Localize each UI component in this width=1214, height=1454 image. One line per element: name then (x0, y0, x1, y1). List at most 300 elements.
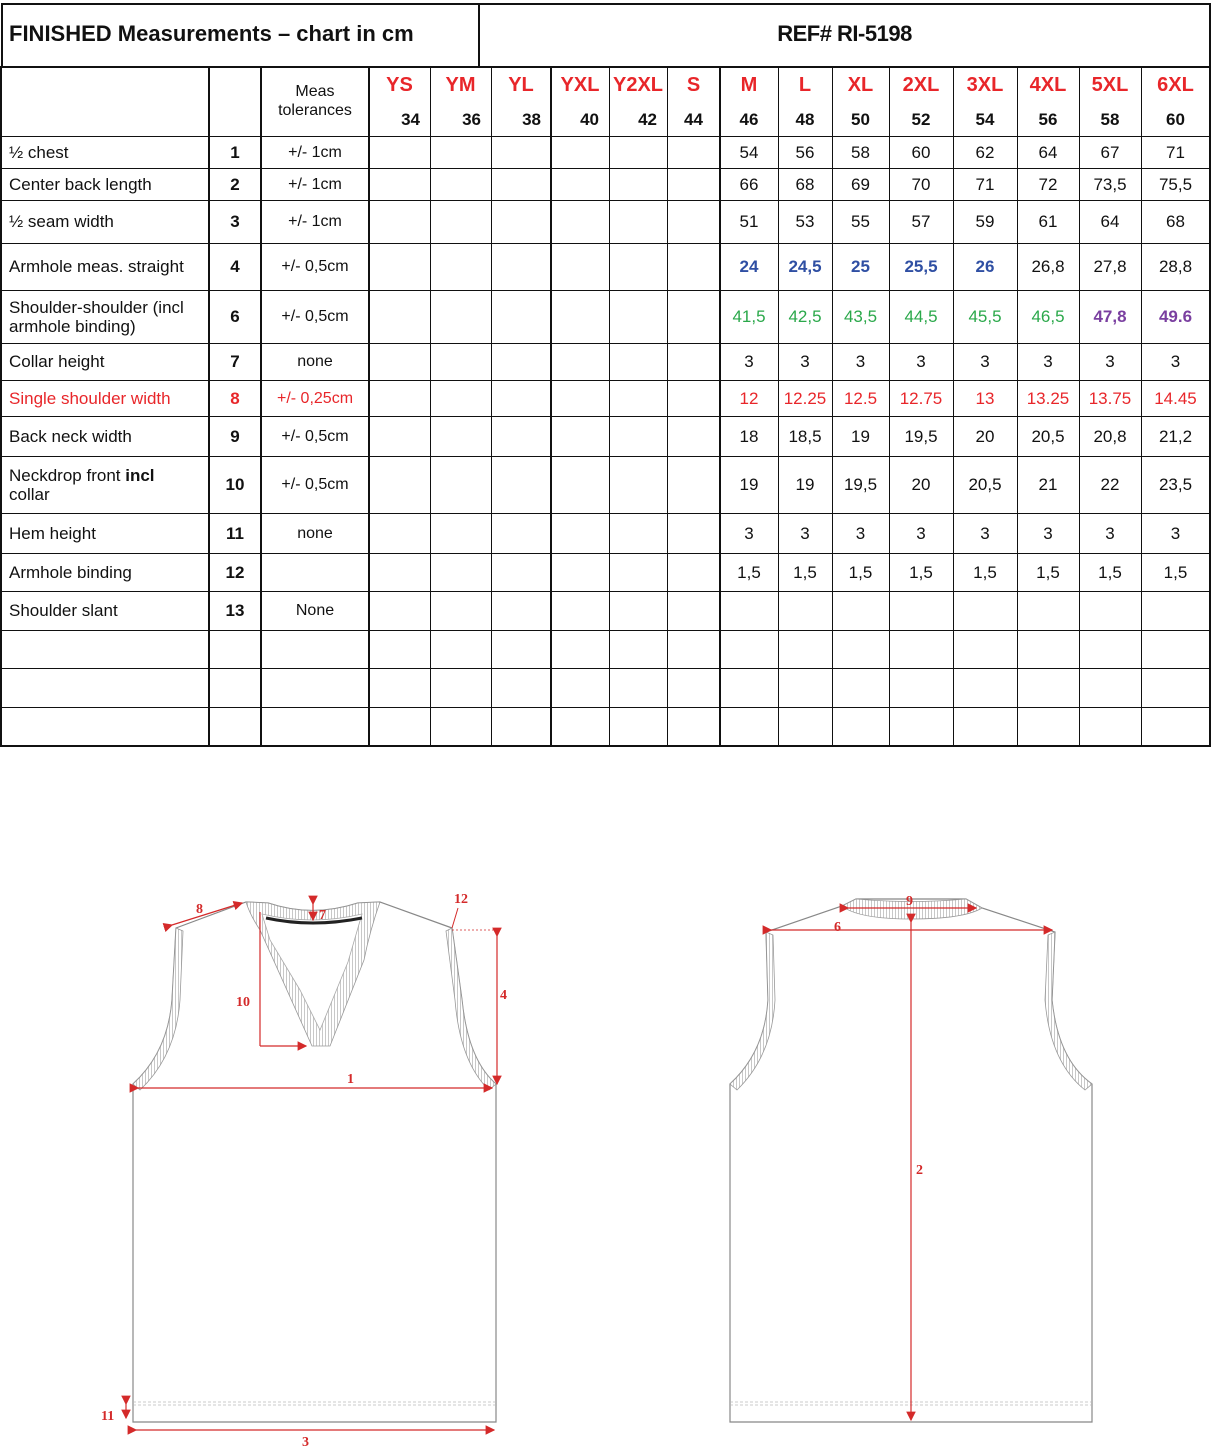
row-name: Shoulder slant (9, 601, 118, 620)
row-value (1017, 707, 1079, 745)
row-value: 41,5 (732, 307, 766, 326)
row-number: 4 (230, 257, 240, 276)
row-value: 47,8 (1093, 307, 1127, 326)
row-value: 12.25 (783, 388, 827, 408)
row-value: 1,5 (1036, 562, 1060, 582)
chart-title: FINISHED Measurements – chart in cm (9, 21, 414, 46)
row-value (609, 707, 667, 745)
row-number: 10 (225, 475, 245, 494)
row-value (832, 707, 889, 745)
row-value: 12.5 (843, 388, 878, 408)
row-tolerance: +/- 1cm (288, 175, 342, 193)
row-value (369, 456, 430, 513)
size-label: YM (445, 73, 476, 96)
row-value (1079, 707, 1141, 745)
row-value: 1,5 (909, 562, 933, 582)
row-value: 19 (795, 475, 815, 494)
front-label-11: 11 (101, 1409, 115, 1424)
row-value (1017, 591, 1079, 630)
row-value: 25 (851, 257, 870, 276)
front-label-10: 10 (236, 995, 250, 1010)
size-number: 58 (1100, 109, 1120, 129)
row-value: 13.75 (1088, 388, 1132, 408)
size-number: 60 (1166, 109, 1185, 129)
row-value (491, 168, 551, 200)
row-name: ½ seam width (9, 212, 114, 231)
row-value (667, 513, 720, 553)
table-row-border (1, 168, 1211, 169)
size-label: 5XL (1091, 73, 1129, 96)
tolerance-header: Meas tolerances (278, 83, 352, 119)
row-value: 73,5 (1093, 174, 1127, 194)
row-value: 46,5 (1031, 307, 1065, 326)
table-col-border (1141, 66, 1142, 747)
row-value (667, 416, 720, 456)
row-value (491, 290, 551, 343)
table-col-border (368, 66, 370, 747)
row-value (369, 380, 430, 416)
row-tolerance (261, 553, 369, 591)
row-value (551, 630, 609, 668)
title-border-left (1, 3, 3, 66)
size-number: 36 (462, 109, 481, 129)
garment-sketch (0, 760, 1214, 1454)
row-value (1079, 591, 1141, 630)
row-value: 19 (739, 475, 759, 494)
row-value (609, 591, 667, 630)
row-value (889, 630, 953, 668)
front-label-8: 8 (196, 902, 203, 917)
row-value (369, 630, 430, 668)
table-col-border (778, 66, 779, 747)
row-value: 62 (975, 142, 995, 162)
row-value (551, 200, 609, 243)
row-value (609, 136, 667, 168)
row-name (1, 630, 209, 668)
row-value (430, 591, 491, 630)
row-value: 3 (1170, 352, 1181, 371)
table-row-border (1, 136, 1211, 137)
row-value (430, 456, 491, 513)
row-value (430, 168, 491, 200)
row-value (609, 513, 667, 553)
row-value: 1,5 (1163, 562, 1188, 582)
row-value: 57 (911, 212, 931, 231)
row-tolerance: None (295, 602, 335, 619)
row-value (491, 380, 551, 416)
size-number: 40 (580, 109, 599, 129)
row-value (778, 707, 832, 745)
row-value (1079, 630, 1141, 668)
size-label: 2XL (902, 73, 940, 96)
row-value (369, 591, 430, 630)
row-value (430, 380, 491, 416)
row-value: 3 (1105, 523, 1115, 543)
row-value (491, 136, 551, 168)
row-value: 43,5 (843, 307, 878, 326)
row-value: 75,5 (1158, 174, 1193, 194)
row-value: 3 (1043, 523, 1053, 543)
row-value: 68 (1166, 212, 1185, 231)
row-value (1141, 630, 1210, 668)
row-value (953, 630, 1017, 668)
row-value (551, 136, 609, 168)
row-tolerance: none (297, 524, 333, 542)
back-label-6: 6 (834, 920, 841, 935)
row-value: 1,5 (973, 562, 997, 582)
size-label: 3XL (966, 73, 1004, 96)
size-number: 50 (851, 109, 870, 129)
row-value (369, 290, 430, 343)
row-name (1, 668, 209, 707)
row-value: 71 (975, 174, 995, 194)
row-value (609, 416, 667, 456)
row-value (667, 591, 720, 630)
title-border-top (1, 3, 1211, 5)
row-value (491, 343, 551, 380)
row-value: 12.75 (899, 388, 943, 408)
row-name-part: Neckdrop front (9, 465, 126, 485)
row-value (491, 553, 551, 591)
row-value (609, 380, 667, 416)
table-row-border (1, 200, 1211, 201)
size-label: YL (508, 73, 534, 96)
row-value: 3 (855, 352, 866, 371)
row-value: 24,5 (788, 257, 822, 276)
row-value (551, 591, 609, 630)
row-value (832, 668, 889, 707)
row-value (369, 553, 430, 591)
row-number (209, 668, 261, 707)
size-label: YS (386, 73, 413, 96)
table-col-border (550, 66, 552, 747)
row-tolerance (261, 668, 369, 707)
table-col-border (1017, 66, 1018, 747)
row-value (551, 168, 609, 200)
row-value (369, 707, 430, 745)
row-value: 3 (980, 523, 990, 543)
row-value (369, 168, 430, 200)
row-value (369, 513, 430, 553)
row-value (551, 343, 609, 380)
table-row-border (1, 707, 1211, 708)
row-value: 61 (1038, 212, 1058, 231)
row-value (609, 456, 667, 513)
row-value: 19 (851, 426, 870, 446)
row-value (609, 168, 667, 200)
row-value: 18 (739, 426, 759, 446)
row-value (491, 243, 551, 290)
row-value: 66 (739, 174, 759, 194)
row-name: Single shoulder width (9, 388, 171, 408)
row-value: 21 (1038, 475, 1058, 494)
row-tolerance (261, 630, 369, 668)
row-value (551, 290, 609, 343)
row-value (430, 243, 491, 290)
size-number: 48 (795, 109, 815, 129)
row-value (609, 553, 667, 591)
row-value (720, 630, 778, 668)
row-value: 3 (800, 523, 810, 543)
row-value (778, 630, 832, 668)
row-value (667, 553, 720, 591)
table-col-border (719, 66, 721, 747)
row-value (778, 668, 832, 707)
row-name: ½ chest (9, 142, 69, 162)
row-value: 54 (739, 142, 759, 162)
row-value (551, 513, 609, 553)
row-value (667, 380, 720, 416)
row-number: 1 (230, 142, 240, 162)
row-value: 25,5 (904, 257, 938, 276)
table-row-border (1, 343, 1211, 344)
table-col-border (430, 66, 431, 747)
size-label: S (686, 73, 701, 96)
table-col-border (953, 66, 954, 747)
row-value (551, 456, 609, 513)
row-value: 3 (1105, 352, 1115, 371)
row-name (1, 456, 209, 513)
front-label-7: 7 (319, 908, 326, 923)
table-row-border (1, 668, 1211, 669)
row-number: 8 (230, 388, 240, 408)
row-value (609, 343, 667, 380)
row-value (609, 290, 667, 343)
table-row-border (1, 456, 1211, 457)
front-label-3: 3 (302, 1435, 309, 1450)
row-value: 53 (795, 212, 815, 231)
table-row-border (1, 591, 1211, 592)
row-value: 26 (975, 257, 995, 276)
row-number: 2 (230, 174, 240, 194)
table-col-border (1079, 66, 1080, 747)
row-value (430, 553, 491, 591)
table-col-border (0, 66, 2, 747)
table-col-border (667, 66, 668, 747)
row-number: 11 (226, 523, 244, 543)
row-tolerance: +/- 0,5cm (281, 308, 349, 325)
size-number: 52 (911, 109, 931, 129)
size-number: 46 (739, 109, 759, 129)
row-value (832, 591, 889, 630)
row-value (720, 668, 778, 707)
row-value: 51 (739, 212, 759, 231)
table-col-border (832, 66, 833, 747)
row-value: 56 (795, 142, 815, 162)
front-view (101, 892, 507, 1450)
size-label: XL (847, 73, 874, 96)
row-value (889, 707, 953, 745)
row-value (369, 200, 430, 243)
row-value: 20,5 (968, 475, 1002, 494)
row-name: Shoulder-shoulder (incl armhole binding) (9, 297, 184, 336)
size-label: L (798, 73, 812, 96)
row-value (778, 591, 832, 630)
row-value (1141, 707, 1210, 745)
row-value (491, 513, 551, 553)
row-value (667, 290, 720, 343)
row-number (209, 630, 261, 668)
row-value: 3 (744, 352, 754, 371)
title-divider (478, 3, 480, 66)
row-value: 1,5 (737, 562, 761, 582)
table-col-border (609, 66, 610, 747)
row-value (430, 343, 491, 380)
row-value (551, 416, 609, 456)
reference-number: REF# RI-5198 (777, 21, 912, 46)
row-value: 68 (795, 174, 815, 194)
row-number: 9 (230, 426, 240, 446)
row-value: 64 (1100, 212, 1120, 231)
table-row-border (1, 243, 1211, 244)
row-value (609, 668, 667, 707)
table-col-border (889, 66, 890, 747)
row-value (832, 630, 889, 668)
row-value: 19,5 (843, 475, 878, 494)
table-row-border (1, 290, 1211, 291)
row-value: 19,5 (904, 426, 938, 446)
row-value (491, 591, 551, 630)
row-value (720, 591, 778, 630)
row-value (667, 243, 720, 290)
row-name (1, 707, 209, 745)
row-value: 67 (1100, 142, 1120, 162)
front-label-4: 4 (500, 988, 507, 1003)
row-value: 69 (851, 174, 870, 194)
table-col-border (491, 66, 492, 747)
row-number: 6 (230, 307, 240, 326)
row-value (491, 200, 551, 243)
row-value (889, 668, 953, 707)
row-value: 24 (739, 257, 759, 276)
row-value (369, 136, 430, 168)
row-value: 14.45 (1154, 388, 1197, 408)
row-value (667, 200, 720, 243)
row-number: 7 (230, 352, 240, 371)
back-label-2: 2 (916, 1163, 923, 1178)
row-value (667, 168, 720, 200)
row-value (430, 668, 491, 707)
table-col-border (260, 66, 262, 747)
row-value (551, 553, 609, 591)
row-value: 64 (1038, 142, 1058, 162)
row-value: 3 (1170, 523, 1181, 543)
row-value (551, 668, 609, 707)
row-tolerance: +/- 1cm (288, 213, 342, 230)
row-value: 3 (916, 523, 926, 543)
row-value (551, 707, 609, 745)
row-tolerance: +/- 0,5cm (281, 476, 349, 493)
size-number: 54 (975, 109, 995, 129)
row-value (609, 200, 667, 243)
size-label: 6XL (1157, 73, 1194, 96)
size-number: 34 (401, 109, 420, 129)
row-value: 3 (1043, 352, 1053, 371)
row-name-rest: collar (9, 484, 50, 504)
row-value: 3 (800, 352, 810, 371)
size-number: 42 (638, 109, 657, 129)
row-value: 58 (851, 142, 870, 162)
front-label-12: 12 (454, 892, 468, 907)
row-value: 27,8 (1093, 257, 1127, 276)
row-value (1141, 591, 1210, 630)
row-name: Armhole binding (9, 562, 132, 582)
row-value (369, 668, 430, 707)
row-value (667, 707, 720, 745)
row-value: 20 (911, 475, 931, 494)
row-value: 20,5 (1031, 426, 1065, 446)
row-value: 3 (916, 352, 926, 371)
row-tolerance: +/- 1cm (288, 143, 342, 161)
table-col-border (208, 66, 210, 747)
front-label-1: 1 (347, 1072, 354, 1087)
row-value (430, 200, 491, 243)
row-value (430, 630, 491, 668)
row-name-bold: incl (125, 465, 155, 485)
row-value: 70 (911, 174, 931, 194)
row-value (1079, 668, 1141, 707)
size-label: M (740, 73, 758, 96)
row-value (369, 416, 430, 456)
row-value (430, 136, 491, 168)
row-value: 3 (855, 523, 866, 543)
row-value: 44,5 (904, 307, 938, 326)
table-row-border (1, 553, 1211, 554)
row-value: 72 (1038, 174, 1058, 194)
row-name: Back neck width (9, 426, 132, 446)
row-name: Collar height (9, 352, 105, 371)
row-value: 28,8 (1158, 257, 1193, 276)
row-tolerance: +/- 0,5cm (281, 258, 349, 275)
row-value (953, 707, 1017, 745)
row-value (667, 456, 720, 513)
row-value: 20,8 (1093, 426, 1127, 446)
row-value: 45,5 (968, 307, 1002, 326)
row-value (491, 456, 551, 513)
row-tolerance: none (297, 353, 333, 370)
table-row-border (1, 513, 1211, 514)
table-row-border (1, 416, 1211, 417)
table-row-border (1, 745, 1211, 747)
row-value: 13.25 (1026, 388, 1070, 408)
back-view (730, 894, 1092, 1422)
row-tolerance: +/- 0,5cm (281, 427, 349, 445)
row-value: 13 (975, 388, 995, 408)
row-value: 1,5 (848, 562, 873, 582)
row-tolerance: +/- 0,25cm (276, 389, 354, 407)
row-value (430, 707, 491, 745)
row-number: 3 (230, 212, 240, 231)
size-number: 44 (684, 109, 703, 129)
row-value (889, 591, 953, 630)
size-number: 38 (522, 109, 541, 129)
size-label: 4XL (1029, 73, 1067, 96)
measure-line-12 (452, 908, 458, 928)
row-value: 42,5 (788, 307, 822, 326)
row-value (430, 290, 491, 343)
row-value: 1,5 (1098, 562, 1122, 582)
row-value (369, 243, 430, 290)
row-value: 21,2 (1158, 426, 1193, 446)
row-number: 12 (225, 562, 245, 582)
row-value: 3 (980, 352, 990, 371)
row-value (551, 243, 609, 290)
size-number: 56 (1038, 109, 1058, 129)
row-name: Armhole meas. straight (9, 257, 184, 276)
row-value (430, 513, 491, 553)
row-value: 49.6 (1158, 307, 1193, 326)
row-name: Hem height (9, 523, 96, 543)
